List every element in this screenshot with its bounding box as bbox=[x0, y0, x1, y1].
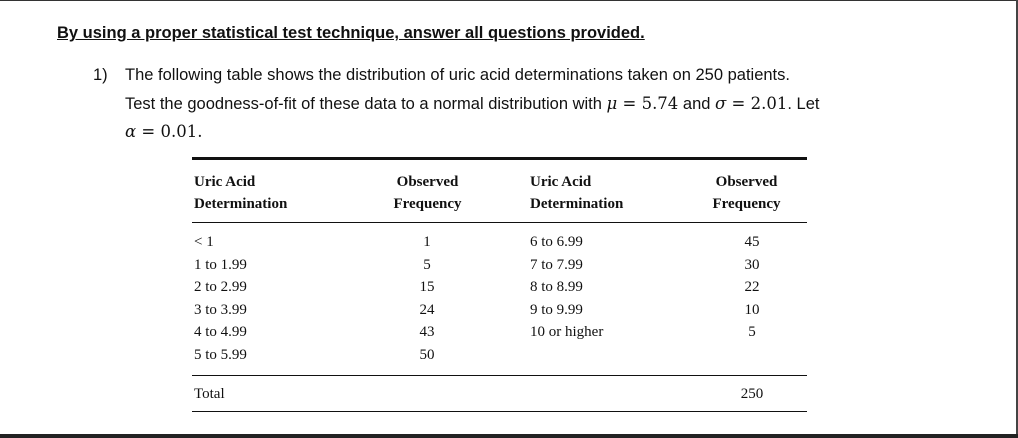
header-text: Uric Acid bbox=[194, 174, 256, 190]
instructions-heading: By using a proper statistical test technique, answer all questions provided. bbox=[57, 24, 645, 42]
sigma-symbol: σ bbox=[715, 94, 727, 113]
header-text: Observed bbox=[396, 174, 459, 190]
header-observed-right bbox=[700, 171, 793, 215]
table-cell: 1 to 1.99 bbox=[194, 256, 247, 273]
table-cell: 5 bbox=[748, 324, 756, 340]
question-line-2-text: Test the goodness-of-fit of these data to a normal distribution with bbox=[125, 95, 607, 113]
question-line-3 bbox=[125, 122, 202, 142]
question-line-2 bbox=[125, 94, 819, 114]
table-cell: 22 bbox=[744, 279, 760, 295]
table-cell: 6 to 6.99 bbox=[530, 234, 583, 250]
total-label: Total bbox=[194, 386, 225, 402]
table-cell: 9 to 9.99 bbox=[530, 301, 583, 318]
question-line-1: The following table shows the distribution of uric acid determinations taken on 250 patients. bbox=[125, 66, 790, 84]
table-cell: 5 bbox=[423, 256, 431, 273]
table-cell: 7 to 7.99 bbox=[530, 256, 583, 273]
alpha-symbol: α bbox=[125, 122, 137, 141]
frame-top-border bbox=[0, 0, 1018, 1]
header-text: Uric Acid bbox=[530, 174, 592, 190]
table-cell: 45 bbox=[744, 234, 760, 250]
question-line-2-end: . Let bbox=[787, 95, 820, 113]
table-cell: 30 bbox=[744, 256, 760, 273]
frame-bottom-border bbox=[0, 434, 1018, 438]
total-value: 250 bbox=[740, 386, 764, 402]
header-text: Frequency bbox=[393, 196, 462, 212]
right-determination-column bbox=[530, 231, 603, 344]
table-cell: 43 bbox=[419, 324, 435, 340]
table-cell: 24 bbox=[419, 301, 435, 318]
table-cell: < 1 bbox=[194, 234, 214, 250]
table-cell: 2 to 2.99 bbox=[194, 279, 247, 295]
table-cell: 10 bbox=[744, 301, 760, 318]
table-cell: 8 to 8.99 bbox=[530, 279, 583, 295]
table-top-rule bbox=[192, 157, 807, 160]
header-text: Determination bbox=[530, 196, 624, 212]
table-header-rule bbox=[192, 222, 807, 223]
header-observed-left bbox=[370, 171, 485, 215]
alpha-value: = 0.01. bbox=[136, 122, 203, 141]
mu-symbol: μ bbox=[606, 94, 618, 113]
and-word: and bbox=[678, 95, 716, 113]
table-cell: 50 bbox=[419, 346, 435, 363]
question-number: 1) bbox=[93, 66, 108, 84]
table-total-rule bbox=[192, 375, 807, 376]
table-cell: 1 bbox=[423, 234, 431, 250]
table-bottom-rule bbox=[192, 411, 807, 412]
left-frequency-column bbox=[402, 231, 452, 366]
table-cell: 10 or higher bbox=[530, 324, 604, 340]
left-determination-column bbox=[194, 231, 247, 366]
table-cell: 15 bbox=[419, 279, 435, 295]
header-uric-acid-right bbox=[530, 171, 623, 215]
sigma-value: = 2.01 bbox=[726, 94, 788, 113]
header-text: Determination bbox=[194, 196, 288, 212]
header-uric-acid-left bbox=[194, 171, 287, 215]
table-cell: 4 to 4.99 bbox=[194, 324, 247, 340]
right-frequency-column bbox=[727, 231, 777, 344]
table-cell: 3 to 3.99 bbox=[194, 301, 247, 318]
mu-value: = 5.74 bbox=[617, 94, 679, 113]
header-text: Observed bbox=[715, 174, 778, 190]
table-cell: 5 to 5.99 bbox=[194, 346, 247, 363]
header-text: Frequency bbox=[712, 196, 781, 212]
